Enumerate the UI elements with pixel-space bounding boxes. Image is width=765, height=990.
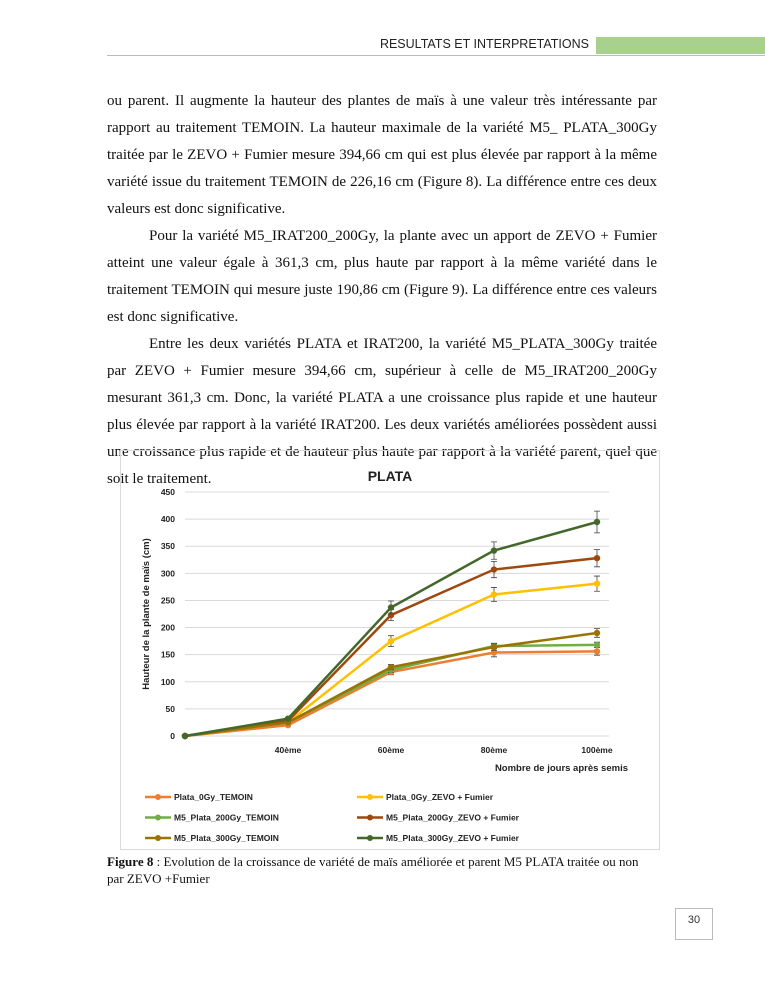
line-chart [121, 451, 659, 849]
figure-caption [107, 853, 647, 887]
y-tick-label: 250 [160, 595, 175, 606]
caption-text: : Evolution de la croissance de variété de maïs améliorée et parent M5 PLATA traitée ou non par ZEVO +Fumier [107, 854, 639, 886]
x-tick-label: 80ème [480, 745, 508, 755]
data-point [491, 566, 497, 572]
data-point [594, 642, 600, 648]
x-tick-label: 100ème [581, 745, 613, 755]
header-accent-bar [596, 37, 765, 54]
legend-marker [367, 794, 373, 800]
data-point [491, 591, 497, 597]
paragraph: ou parent. Il augmente la hauteur des plantes de maïs à une valeur très intéressante par rapport au traitement TEMOIN. La hauteur maximale de la variété M5_ PLATA_300Gy traitée par le ZEVO + Fumier mesure 394,66 cm qui est plus élevée par rapport à la même variété issue du traitement TEMOIN de 226,16 cm (Figure 8). La différence entre ces deux valeurs est donc significative. [107, 93, 657, 217]
y-tick-label: 100 [160, 676, 175, 687]
data-point [388, 604, 394, 610]
data-point [594, 555, 600, 561]
header-rule [107, 55, 765, 56]
legend-label: M5_Plata_300Gy_TEMOIN [174, 833, 279, 843]
series-line [185, 633, 597, 736]
legend-label: M5_Plata_200Gy_TEMOIN [174, 812, 279, 823]
paragraph: Entre les deux variétés PLATA et IRAT200, la variété M5_PLATA_300Gy traitée par ZEVO + Fumier mesure 394,66 cm, supérieur à celle de M5_IRAT200_200Gy mesurant 361,3 cm. Donc, la variété PLATA a une croissance plus rapide et une hauteur plus élevée par rapport à la variété IRAT200. Les deux variétés améliorées possèdent aussi une croissance plus rapide et de hauteur plus haute par rapport à la variété parent, quel que soit le traitement. [107, 336, 657, 487]
data-point [388, 664, 394, 670]
legend-label: M5_Plata_300Gy_ZEVO + Fumier [386, 833, 519, 843]
data-point [594, 630, 600, 636]
y-tick-label: 350 [160, 541, 175, 552]
x-axis-label: Nombre de jours après semis [494, 763, 628, 774]
data-point [491, 644, 497, 650]
legend-marker [367, 815, 373, 821]
legend-label: Plata_0Gy_ZEVO + Fumier [386, 792, 494, 802]
data-point [594, 580, 600, 586]
y-tick-label: 400 [160, 514, 175, 525]
data-point [388, 638, 394, 644]
paragraph: Pour la variété M5_IRAT200_200Gy, la plante avec un apport de ZEVO + Fumier atteint une valeur égale à 361,3 cm, plus haute par rapport à la même variété dans le traitement TEMOIN qui mesure juste 190,86 cm (Figure 9). La différence entre ces valeurs est donc significative. [107, 228, 657, 325]
chart-title: PLATA [367, 468, 413, 484]
data-point [491, 547, 497, 553]
legend-label: M5_Plata_200Gy_ZEVO + Fumier [386, 812, 519, 823]
caption-label: Figure 8 [107, 854, 154, 869]
legend-marker [155, 794, 161, 800]
data-point [182, 733, 188, 739]
y-tick-label: 150 [160, 649, 175, 660]
data-point [594, 519, 600, 525]
y-axis-label: Hauteur de la plante de maïs (cm) [141, 538, 152, 690]
x-tick-label: 40ème [274, 745, 302, 755]
data-point [285, 715, 291, 721]
legend-marker [155, 835, 161, 841]
y-tick-label: 200 [160, 622, 175, 633]
legend-marker [367, 835, 373, 841]
y-tick-label: 450 [160, 487, 175, 497]
legend-marker [155, 815, 161, 821]
legend-label: Plata_0Gy_TEMOIN [174, 792, 253, 802]
data-point [594, 648, 600, 654]
series-line [185, 645, 597, 736]
series-line [185, 522, 597, 736]
x-tick-label: 60ème [377, 745, 405, 755]
y-tick-label: 50 [165, 703, 175, 714]
page-number: 30 [675, 908, 713, 940]
running-header: RESULTATS ET INTERPRETATIONS [379, 37, 589, 51]
figure-chart [120, 450, 660, 850]
y-tick-label: 0 [170, 731, 175, 741]
body-text [107, 88, 657, 493]
y-tick-label: 300 [160, 568, 175, 579]
